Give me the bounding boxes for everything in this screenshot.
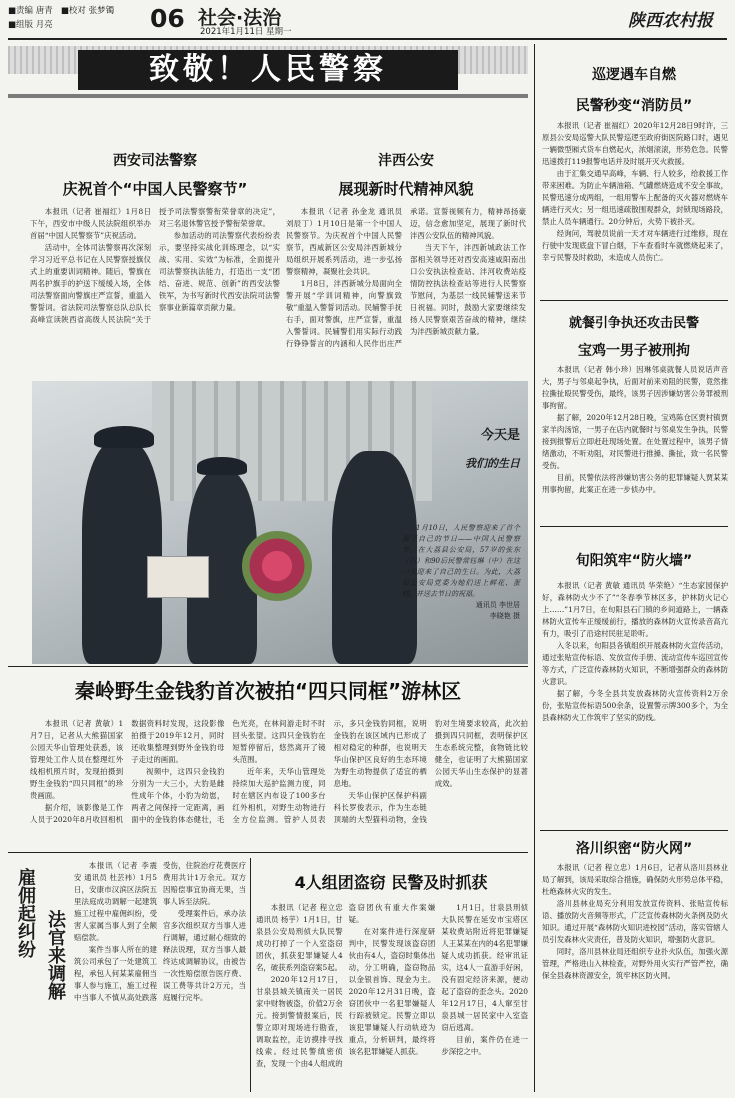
article-xian [30,150,280,350]
theft-para-5: 目前，案件仍在进一步深挖之中。 [441,1035,528,1056]
leopard-headline: 秦岭野生金钱豹首次被拍“四只同框”游林区 [74,679,462,703]
caption-title: 今天是 [480,428,520,443]
debt-body [542,364,728,522]
theft-headline: 4人组团盗窃 民警及时抓获 [294,873,488,892]
leopard-para-1: 本报讯（记者 黄敏）1月7日，记者从大熊猫国家公园天华山管理处获悉，该管理处工作人员在整理红外线相机照片时，发现拍摄到野生金钱豹“四只同框”的珍贵画面。 [30,719,124,800]
staff-layout: ■组版 月亮 [8,20,53,30]
hire-side-headline-1: 雇佣起纠纷 [15,868,36,958]
luochuan-para-3: 同时，洛川县林业局还组织专业扑火队伍，加强火源管理，严格进山入林检查，对野外用火实行严管严控，确保全县森林资源安全，筑牢林区防火网。 [542,947,728,980]
theft-para-1: 本报讯（记者 程立忠 通讯员 杨芋）1月1日，甘泉县公安局刑侦大队民警成功打掉了一个入室盗窃团伙，抓获犯罪嫌疑人4名，破获系列盗窃案5起。 [256,903,343,972]
luochuan-body [542,862,728,1092]
hire-body [74,860,246,1092]
theft-para-4: 1月1日，甘泉县刑侦大队民警在延安市宝塔区某收费站附近将犯罪嫌疑人王某某在内的4名犯罪嫌疑人成功抓获。经审讯证实，这4人一直游手好闲，没有固定经济来源，便动起了盗窃的歪念头。2020年12月17日，4人窜至甘泉县城一居民家中入室盗窃后逃离。 [441,903,528,1032]
photo-caption [402,420,520,660]
xian-para-2: 活动中，全体司法警察再次深刻学习习近平总书记在人民警察授旗仪式上的重要训词精神。随后，警旗在两名护旗手的护送下缓缓入场，全体司法警察面向警旗庄严宣誓，重温入警誓词。省法院司法警察总队总队长高峰宣读陕西省高级人民法院“关于授予司法警察警衔荣誉章的决定”，对三名退休警官授予警衔荣誉章。 [30,207,280,324]
leopard-para-5: 天华山保护区保护科副科长罗俊表示，作为生态链顶端的大型猫科动物，金钱豹对生境要求较高，此次拍摄到四只同框，表明保护区生态系统完整，食物链比较健全，也证明了大熊猫国家公园天华山生态保护的显著成效。 [333,719,528,824]
patrol-headline-1: 巡逻遇车自燃 [592,67,676,83]
masthead [0,0,735,36]
hire-para-3: 受理案件后，承办法官多次组织双方当事人进行调解，通过耐心细致的释法说理，双方当事人最终达成调解协议，由被告一次性赔偿原告医疗费、误工费等共计2万元，当庭履行完毕。 [163,909,246,1002]
section-title: 社会·法治 [198,7,282,29]
hire-para-1: 本报讯（记者 李震安 通讯员 杜芸袆）1月5日，安康市汉滨区法院五里法庭成功调解一起建筑施工过程中雇佣纠纷，受害人家属当事人到了全额赔偿款。 [74,861,157,942]
caption-body: 1月10日，人民警察迎来了首个属于自己的节日——中国人民警察节。在大荔县公安局，57岁的张东（右）和90后民警常钰琳（中）在这一天迎来了自己的生日。为此，大荔县公安局党委为她们送上鲜花、蛋糕，并送去节日的祝福。 [402,524,520,598]
staff-list [8,4,114,32]
caption-credit-2: 李晓艳 摄 [489,612,520,620]
leopard-para-3: 视频中，这四只金钱豹分别为一大三小，大豹是雌性成年个体，小豹为幼崽，两者之间保持一定距离，画面中的金钱豹体态健壮，毛色光亮，在林间游走时不时回头张望。这四只金钱豹在短暂停留后，悠然离开了镜头范围。 [131,719,326,824]
fengxi-body [286,206,526,350]
patrol-para-3: 经询问，驾驶员说前一天才对车辆进行过维修，现在行驶中发现底盘下冒白烟，下车查看时车就燃烧起来了，幸亏民警及时救助，未造成人员伤亡。 [542,229,728,262]
fengxi-para-2: 1月8日，沣西新城分局面向全警开展“学训词精神，向警旗致敬”重温入警誓词活动。民辅警手抚右手，面对警旗，庄严宣誓，重温入警誓词。民辅警们用实际行动践行铮铮誓言的内涵和人民作出庄严承诺。宣誓视频有力，精神昂扬豪迈，信念愈加坚定，展现了新时代沣西公安队伍的精神风貌。 [286,207,526,348]
staff-editor: ■责编 唐青 [8,6,53,16]
xian-headline: 庆祝首个“中国人民警察节” [62,180,248,198]
patrol-body [542,120,728,296]
theft-para-3: 在对案件进行深度研判中，民警发现该盗窃团伙由有4人，盗窃时集体出动，分工明确，盗窃物品以金银首饰、现金为主。2020年12月31日晚，盗窃团伙中一名犯罪嫌疑人行踪被锁定。民警立即以该犯罪嫌疑人行动轨迹为重点，分析研判，最终将该名犯罪嫌疑人抓获。 [348,927,436,1056]
hire-para-2: 案件当事人所在的建筑公司承包了一处建筑工程，承包人何某某雇佣当事人参与施工，施工过程中当事人不慎从高处跌落受伤，住院治疗花费医疗费用共计1万余元。双方因赔偿事宜协商无果，当事人诉至法院。 [74,861,246,1002]
hire-side-headline-2: 法官来调解 [45,910,66,1000]
luochuan-para-1: 本报讯（记者 程立忠）1月6日，记者从洛川县林业局了解到，该局采取综合措施，确保防火形势总体平稳，杜绝森林火灾的发生。 [542,863,728,896]
xian-body [30,206,280,326]
leopard-para-4: 近年来，天华山管理处持续加大巡护监测力度，同时在辖区内布设了100多台红外相机，对野生动物进行全方位监测。管护人员表示，多只金钱豹同框，说明金钱豹在该区域内已形成了相对稳定的种群，也说明天华山保护区良好的生态环境为野生动物提供了适宜的栖息地。 [232,719,427,824]
xunyang-para-2: 入冬以来，旬阳县各镇组织开展森林防火宣传活动，通过张贴宣传标语、发放宣传手册、流动宣传车巡回宣传等方式，广泛宣传森林防火知识，不断增强群众的森林防火意识。 [542,641,728,686]
xunyang-para-1: 本报讯（记者 黄敏 通讯员 华荣艳）“生态家园保护好，森林防火少不了”“冬春季节林区多，护林防火记心上……”1月7日，在旬阳县石门镇的乡间道路上，一辆森林防火宣传车正缓缓前行，播放的森林防火宣传录音高亢有力，吸引了沿途村民驻足聆听。 [542,581,728,638]
fengxi-headline: 展现新时代精神风貌 [338,180,474,198]
caption-subtitle: 我们的生日 [465,457,520,470]
issue-date: 2021年1月11日 星期一 [200,27,292,37]
patrol-headline-2: 民警秒变“消防员” [575,98,693,114]
xian-para-3: 参加活动的司法警察代表纷纷表示，要坚持实战化训练理念，以“实战、实用、实效”为标准，全面提升司法警察执法能力，打造出一支“团结、奋进、规范、创新”的西安法警铁军，为书写新时代西安法院司法警察事业新篇章贡献力量。 [159,231,280,312]
xunyang-body [542,580,728,826]
debt-para-1: 本报讯（记者 韩小珍）因琳邻桌就餐人员说话声音大，男子与邻桌起争执，后面对前来劝阻的民警，竟然推拉撕扯殴民警受伤，最终，该男子因涉嫌妨害公务罪被刑事拘留。 [542,365,728,410]
officer-middle-cap [197,457,247,475]
banner-ribbon [8,94,528,98]
banner-title: 致敬！人民警察 [149,52,387,87]
xian-para-1: 本报讯（记者 崔福红）1月8日下午，西安市中级人民法院组织举办首届“中国人民警察节”庆祝活动。 [30,207,151,240]
debt-para-2: 据了解，2020年12月28日晚，宝鸡陈仓区贾村镇贾家羊肉汤馆，一男子在店内就餐时与邻桌发生争执，民警接到报警后立即赶赴现场处置。在处置过程中，该男子情绪激动，不听劝阻，对民警进行推搡、撕扯，致一名民警受伤。 [542,413,728,470]
xunyang-para-3: 据了解，今冬全县共发放森林防火宣传资料2万余份，张贴宣传标语500余条，设置警示牌300多个，为全县森林防火工作筑牢了坚实的防线。 [542,689,728,722]
paper-name: 陕西农村报 [628,11,713,31]
patrol-para-2: 由于汇集交通早高峰，车辆、行人较多，给救援工作带来困难。为防止车辆油箱、气罐燃烧造成不安全事故，民警迅速分成两组，一组用警车上配备的灭火器对燃烧车辆进行灭火；另一组迅速疏散围观群众，封锁现场路段，禁止人员车辆通行。20分钟后，火势下被扑灭。 [542,169,728,226]
fengxi-para-3: 当天下午，沣西新城政法工作部相关领导还对西安高速咸阳南出口公安执法检查站、沣河收费站疫情防控执法检查站等进行人民警察节慰问，为基层一线民辅警送来节日祝福。同时，鼓励大家要继续发扬人民警察艰苦奋战的精神，继续为沣西新城贡献力量。 [410,243,526,336]
flowers [242,531,312,601]
leopard-para-2: 据介绍，该影像是工作人员于2020年8月收回相机数据资料时发现，这段影像拍摄于2019年12月，同时还收集整理到野外金钱豹母子走过的画面。 [30,719,225,824]
theft-para-2: 2020年12月17日，甘泉县城关镇南关一居民家中财物被盗，价值2万余元。接到警情报案后，民警立即对现场进行勘查，调取监控，走访摸排寻找线索。经过民警缜密侦查，发现一个由4人组成的盗窃团伙有重大作案嫌疑。 [256,903,436,1068]
luochuan-headline: 洛川织密“防火网” [575,841,693,857]
patrol-para-1: 本报讯（记者 崔福红）2020年12月28日9时许，三原县公安局巡警大队民警巡逻至政府街医院路口时，遇见一辆微型厢式货车自燃起火，浓烟滚滚，形势危急。民警迅速拨打119报警电话并及时展开灭火救援。 [542,121,728,166]
banner-title-box [78,50,458,90]
article-fengxi [286,150,526,350]
debt-headline-2: 宝鸡一男子被刑拘 [578,343,690,359]
debt-para-3: 目前，民警依法将涉嫌妨害公务的犯罪嫌疑人贾某某刑事拘留，此案正在进一步侦办中。 [542,473,728,494]
xian-kicker: 西安司法警察 [113,153,197,169]
caption-credit-1: 通讯员 李世居 [475,601,520,609]
debt-headline-1: 就餐引争执还攻击民警 [568,316,699,331]
staff-proofreader: ■校对 张梦镯 [60,6,115,16]
theft-body [256,902,528,1092]
xunyang-headline: 旬阳筑牢“防火墙” [575,553,693,569]
leopard-body [30,718,528,850]
fengxi-kicker: 沣西公安 [378,153,434,169]
cake-box [147,556,209,598]
officer-left [82,441,162,664]
page-number: 06 [150,4,185,33]
luochuan-para-2: 洛川县林业局充分利用发放宣传资料、张贴宣传标语、播放防火音频等形式，广泛宣传森林防火条例及防火知识。通过开展“森林防火知识进校园”活动，落实管辖人员引发森林火灾责任，普及防火知识，增强防火意识。 [542,899,728,944]
officer-left-cap [94,426,154,448]
fengxi-para-1: 本报讯（记者 孙金龙 通讯员 刘辰丁）1月10日是第一个中国人民警察节。为庆祝首个中国人民警察节，西咸新区公安局沣西新城分局组织开展系列活动，进一步弘扬警察精神，凝聚社会共识。 [286,207,402,276]
